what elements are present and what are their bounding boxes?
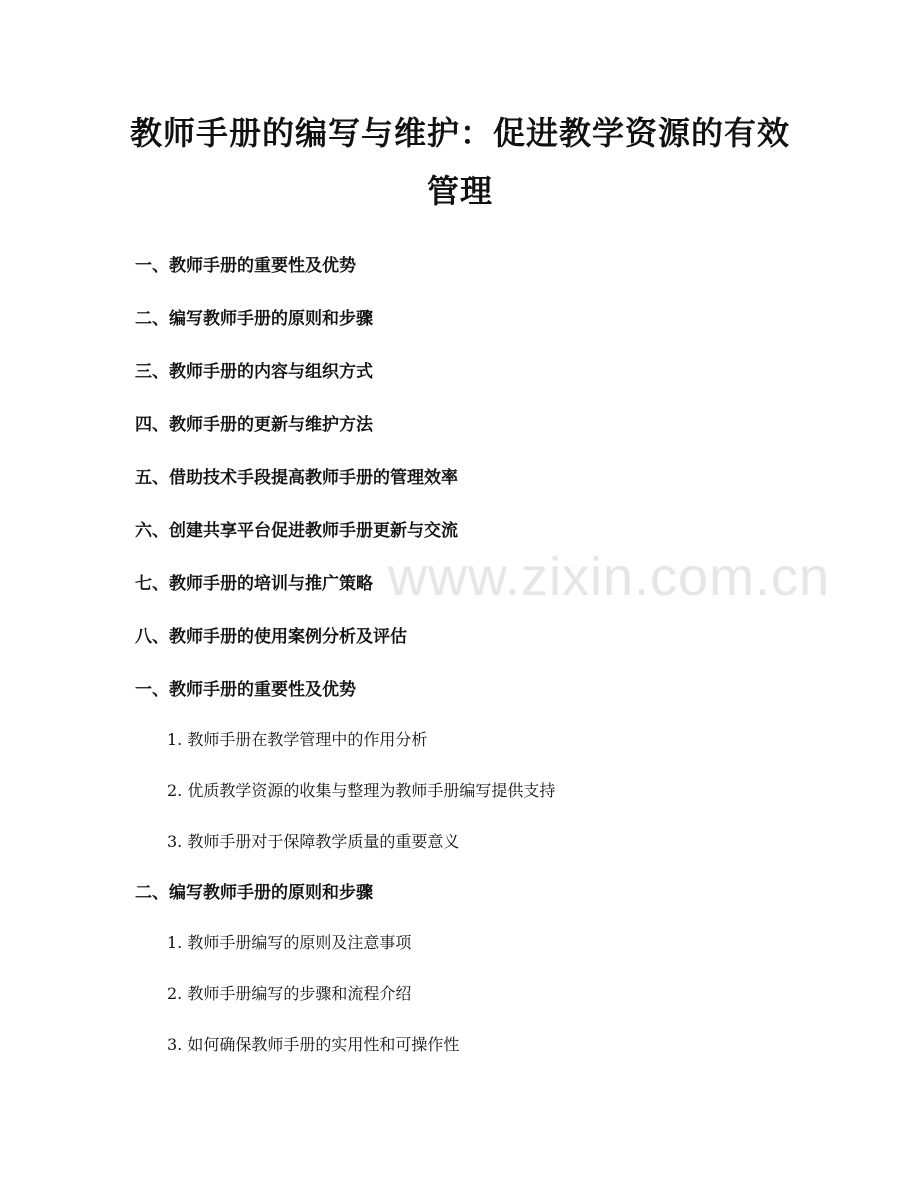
toc-item: 二、编写教师手册的原则和步骤 (135, 309, 373, 329)
section-item: 1. 教师手册编写的原则及注意事项 (167, 933, 412, 952)
section-item: 3. 教师手册对于保障教学质量的重要意义 (167, 832, 460, 851)
toc-item: 四、教师手册的更新与维护方法 (135, 415, 373, 435)
section-item: 2. 教师手册编写的步骤和流程介绍 (167, 984, 412, 1003)
section-heading: 一、教师手册的重要性及优势 (135, 680, 356, 700)
toc-item: 五、借助技术手段提高教师手册的管理效率 (135, 468, 458, 488)
toc-item: 一、教师手册的重要性及优势 (135, 256, 356, 276)
page-title: 教师手册的编写与维护：促进教学资源的有效管理 (129, 114, 790, 210)
watermark: www.zixin.com.cn (388, 547, 831, 607)
section-item: 1. 教师手册在教学管理中的作用分析 (167, 730, 428, 749)
section-heading: 二、编写教师手册的原则和步骤 (135, 883, 373, 903)
section-item-list (135, 728, 555, 881)
section-item: 3. 如何确保教师手册的实用性和可操作性 (167, 1035, 460, 1054)
section-2 (135, 881, 459, 1084)
section-item-list (135, 931, 459, 1084)
toc-item: 七、教师手册的培训与推广策略 (135, 574, 373, 594)
toc-item: 六、创建共享平台促进教师手册更新与交流 (135, 521, 458, 541)
toc-item: 八、教师手册的使用案例分析及评估 (135, 627, 407, 647)
section-item: 2. 优质教学资源的收集与整理为教师手册编写提供支持 (167, 781, 556, 800)
section-1 (135, 678, 555, 881)
table-of-contents (135, 254, 458, 678)
toc-item: 三、教师手册的内容与组织方式 (135, 362, 373, 382)
